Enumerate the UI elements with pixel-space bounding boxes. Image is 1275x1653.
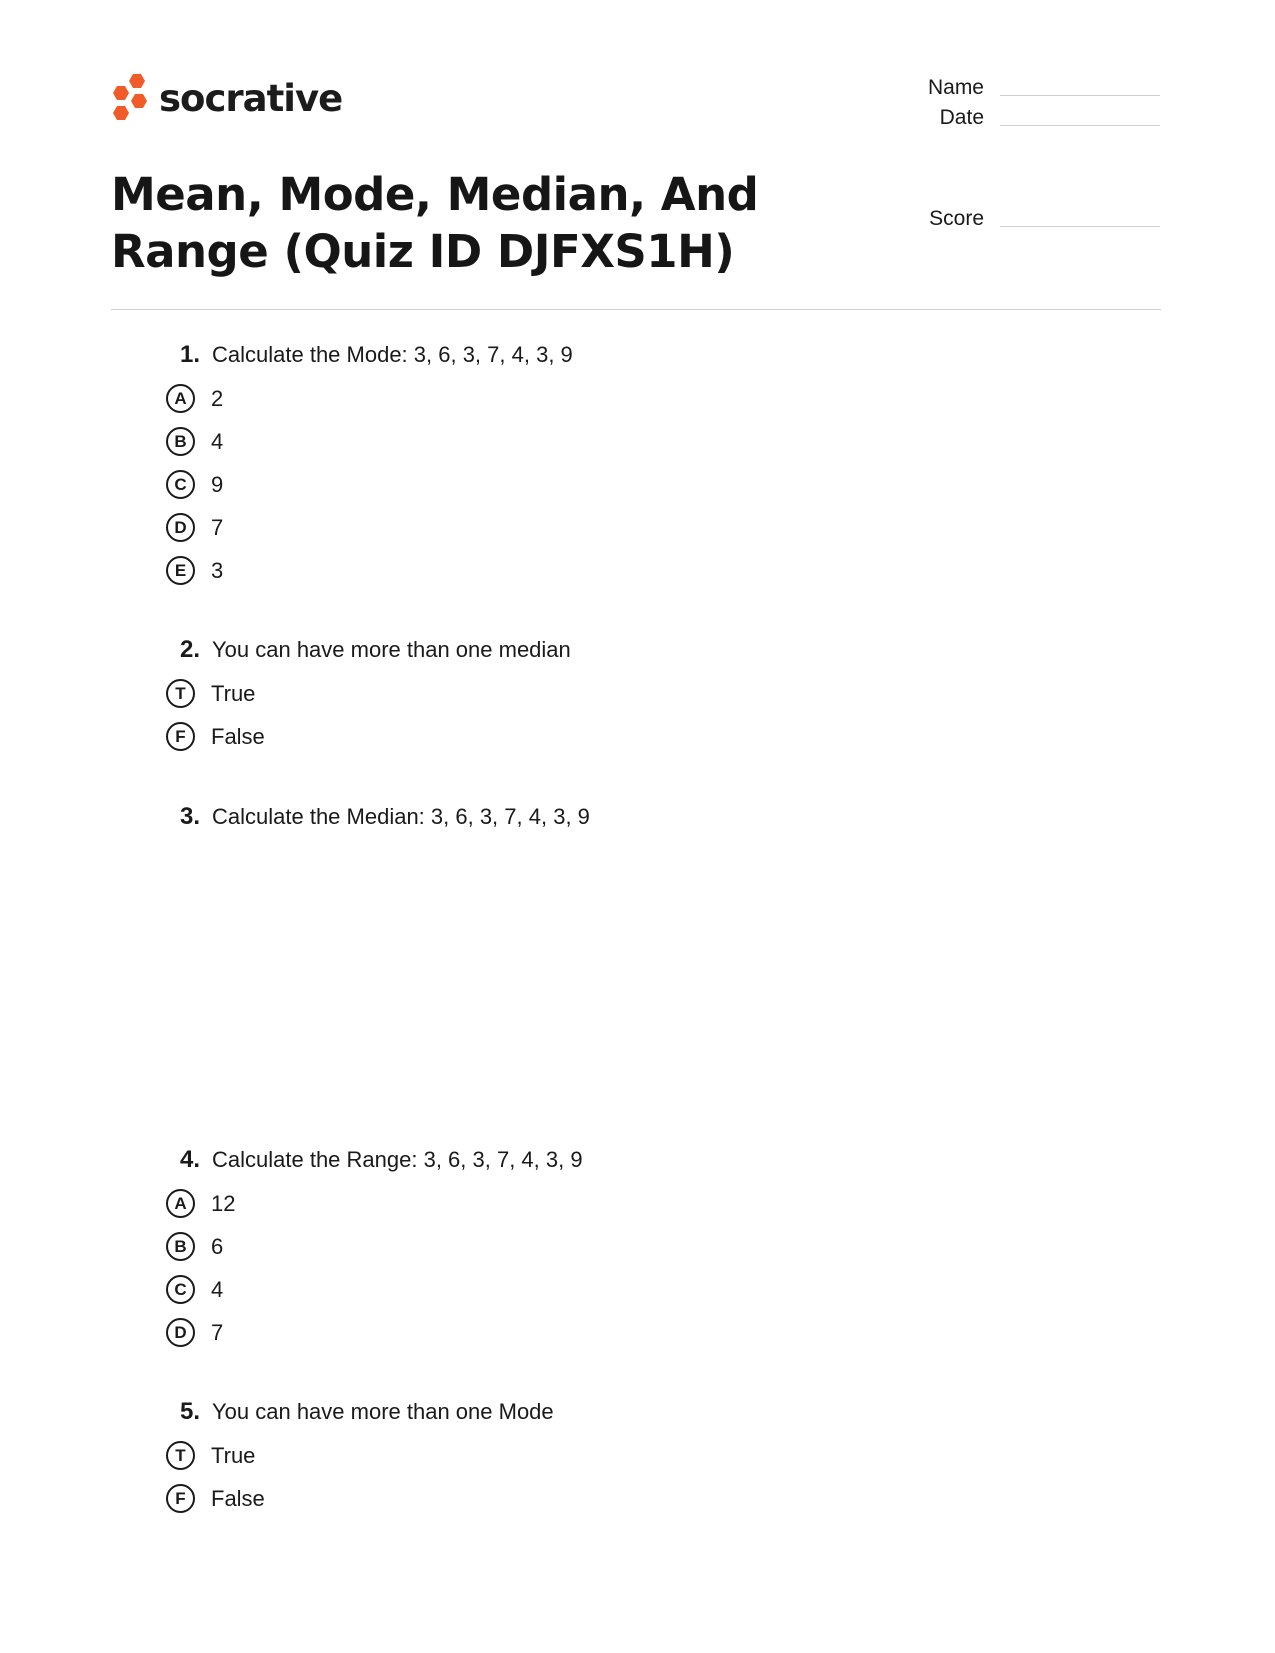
question-header xyxy=(166,636,571,672)
question-number: 2. xyxy=(179,636,200,663)
question-5 xyxy=(166,1398,554,1520)
date-field[interactable] xyxy=(900,106,1160,130)
answer-bubble[interactable]: A xyxy=(166,384,195,413)
answer-option[interactable] xyxy=(166,1225,583,1268)
date-label: Date xyxy=(939,106,984,129)
answer-text: True xyxy=(211,1442,256,1468)
answer-text: 3 xyxy=(211,557,224,583)
answer-bubble[interactable]: B xyxy=(166,1232,195,1261)
answer-option[interactable] xyxy=(166,549,573,592)
answer-bubble[interactable]: D xyxy=(166,513,195,542)
date-line[interactable] xyxy=(1000,124,1160,126)
question-number: 3. xyxy=(179,803,200,830)
answer-bubble[interactable]: C xyxy=(166,1275,195,1304)
hexagon-cluster-icon xyxy=(111,72,151,124)
score-label: Score xyxy=(929,207,984,230)
question-text: Calculate the Mode: 3, 6, 3, 7, 4, 3, 9 xyxy=(212,342,573,367)
answer-option[interactable] xyxy=(166,506,573,549)
answer-text: 9 xyxy=(211,471,224,497)
answer-bubble[interactable]: D xyxy=(166,1318,195,1347)
answer-option[interactable] xyxy=(166,1311,583,1354)
answer-text: 12 xyxy=(211,1190,236,1216)
answer-option[interactable] xyxy=(166,672,571,715)
question-header xyxy=(166,341,573,377)
score-field[interactable] xyxy=(900,207,1160,231)
answer-text: False xyxy=(211,1485,265,1511)
header-divider xyxy=(111,309,1161,310)
question-number: 1. xyxy=(179,341,200,368)
answer-option[interactable] xyxy=(166,463,573,506)
question-header xyxy=(166,803,590,839)
answer-bubble[interactable]: F xyxy=(166,722,195,751)
question-text: Calculate the Range: 3, 6, 3, 7, 4, 3, 9 xyxy=(212,1147,583,1172)
answer-bubble[interactable]: B xyxy=(166,427,195,456)
answer-text: 4 xyxy=(211,1276,224,1302)
answer-option[interactable] xyxy=(166,1268,583,1311)
answer-text: True xyxy=(211,680,256,706)
question-3 xyxy=(166,803,590,839)
question-4 xyxy=(166,1146,583,1354)
question-text: You can have more than one Mode xyxy=(212,1399,554,1424)
brand-name: socrative xyxy=(159,76,343,120)
answer-text: 7 xyxy=(211,1319,224,1345)
name-field[interactable] xyxy=(900,76,1160,100)
answer-bubble[interactable]: C xyxy=(166,470,195,499)
answer-bubble[interactable]: T xyxy=(166,679,195,708)
score-line[interactable] xyxy=(1000,225,1160,227)
answer-bubble[interactable]: A xyxy=(166,1189,195,1218)
answer-bubble[interactable]: E xyxy=(166,556,195,585)
answer-option[interactable] xyxy=(166,715,571,758)
quiz-title: Mean, Mode, Median, And Range (Quiz ID DJFXS1H) xyxy=(111,168,759,278)
question-header xyxy=(166,1398,554,1434)
answer-option[interactable] xyxy=(166,420,573,463)
question-number: 4. xyxy=(179,1146,200,1173)
answer-bubble[interactable]: T xyxy=(166,1441,195,1470)
answer-option[interactable] xyxy=(166,377,573,420)
question-1 xyxy=(166,341,573,592)
answer-bubble[interactable]: F xyxy=(166,1484,195,1513)
socrative-logo xyxy=(111,72,342,124)
question-2 xyxy=(166,636,571,758)
name-label: Name xyxy=(927,76,984,99)
question-header xyxy=(166,1146,583,1182)
name-line[interactable] xyxy=(1000,94,1160,96)
question-text: You can have more than one median xyxy=(212,637,571,662)
answer-option[interactable] xyxy=(166,1182,583,1225)
question-number: 5. xyxy=(179,1398,200,1425)
answer-option[interactable] xyxy=(166,1434,554,1477)
answer-text: 7 xyxy=(211,514,224,540)
answer-option[interactable] xyxy=(166,1477,554,1520)
question-text: Calculate the Median: 3, 6, 3, 7, 4, 3, 9 xyxy=(212,804,590,829)
answer-text: 4 xyxy=(211,428,224,454)
answer-text: 2 xyxy=(211,385,224,411)
answer-text: 6 xyxy=(211,1233,224,1259)
answer-text: False xyxy=(211,723,265,749)
